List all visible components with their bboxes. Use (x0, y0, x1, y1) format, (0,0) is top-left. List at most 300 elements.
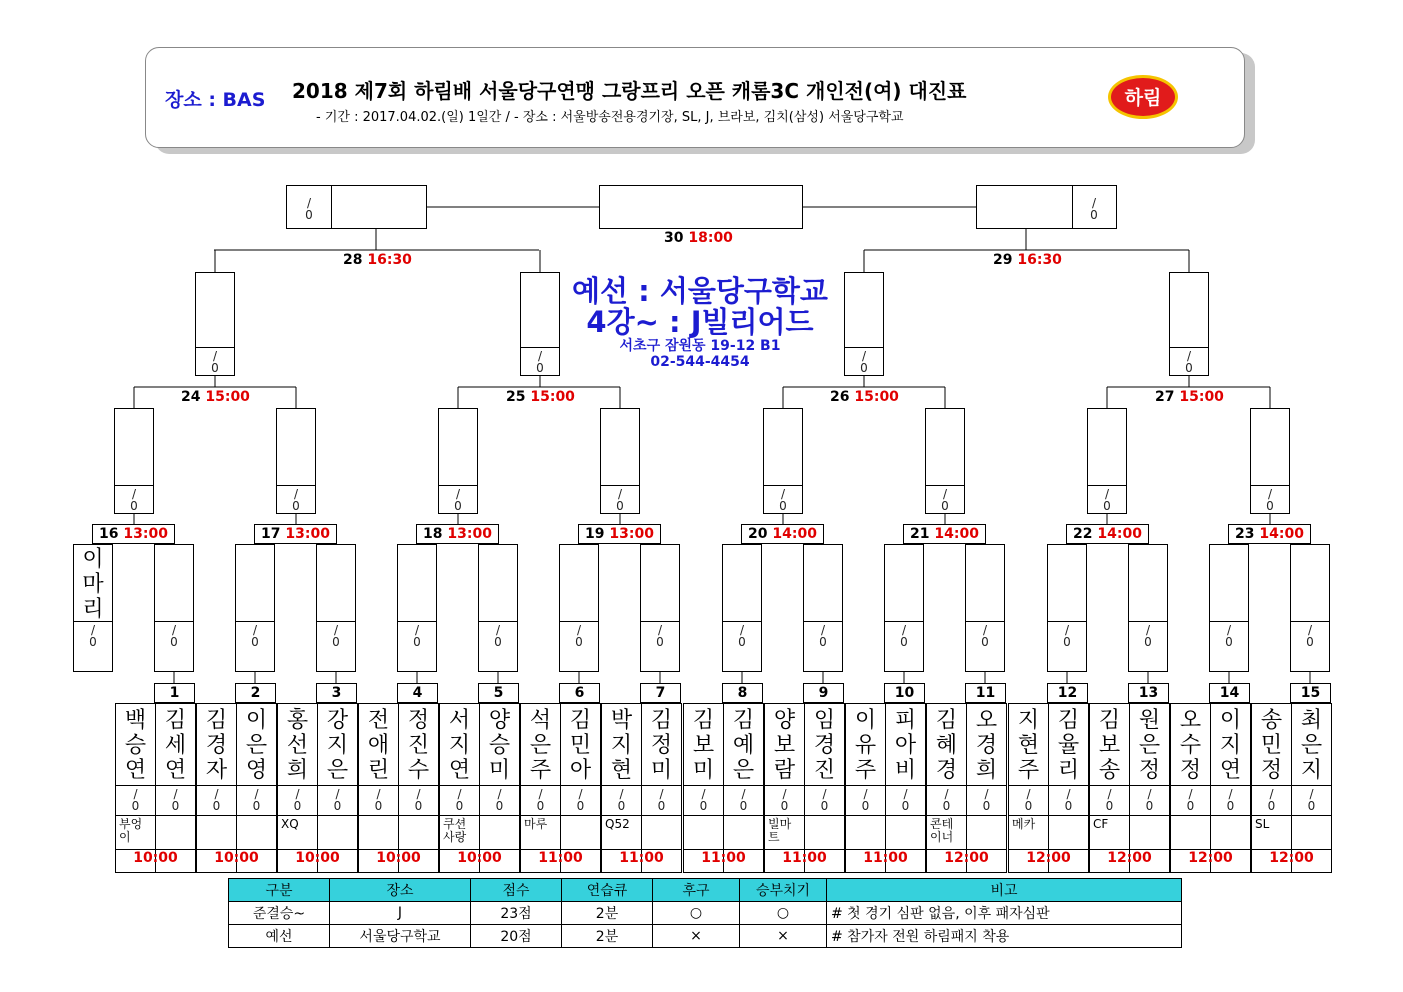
player-card (845, 703, 886, 873)
info-table-row (229, 902, 1182, 925)
quarter-match-label (181, 389, 250, 405)
score-cell: / 0 (89, 623, 97, 649)
box-divider (723, 621, 761, 622)
player-name: 서지연 (448, 708, 471, 783)
info-cell: 준결승~ (229, 902, 330, 925)
box-divider (684, 815, 723, 816)
venue-info-address: 서초구 잠원동 19-12 B1 (619, 338, 781, 354)
box-divider (318, 785, 357, 786)
player-name: 박지현 (610, 708, 633, 783)
round16-slot-box (884, 544, 924, 672)
round32-number: 10 (884, 683, 925, 703)
player-name: 양보람 (773, 708, 796, 783)
score-cell: / 0 (656, 623, 664, 649)
box-divider (1170, 347, 1208, 348)
player-club: 쿠션사랑 (443, 817, 467, 844)
round32-time: 10:00 (376, 850, 421, 866)
quarter-slot-box (1250, 408, 1290, 514)
score-cell: / 0 (1064, 787, 1073, 813)
score-cell: / 0 (820, 787, 829, 813)
round32-number: 13 (1128, 683, 1169, 703)
box-divider (116, 785, 155, 786)
box-divider (480, 815, 519, 816)
box-divider (1072, 186, 1073, 228)
venue-info-final: 4강~ : J빌리어드 (586, 305, 814, 339)
match-time: 14:00 (1259, 526, 1304, 542)
box-divider (156, 815, 195, 816)
round16-slot-box (1128, 544, 1168, 672)
round16-header (1066, 524, 1149, 544)
player-club: 마루 (524, 817, 548, 831)
semi-match-label (993, 252, 1062, 268)
box-divider (846, 785, 885, 786)
score-cell: / 0 (536, 787, 545, 813)
round32-number: 1 (154, 683, 195, 703)
box-divider (927, 785, 966, 786)
player-card (966, 703, 1007, 873)
score-cell: / 0 (536, 349, 544, 375)
box-divider (886, 785, 925, 786)
info-cell: 2분 (562, 925, 653, 948)
box-divider (966, 621, 1004, 622)
match-time: 16:30 (367, 252, 412, 268)
box-divider (236, 621, 274, 622)
player-card (520, 703, 561, 873)
box-divider (237, 815, 276, 816)
box-divider (1090, 815, 1129, 816)
round32-number: 14 (1209, 683, 1250, 703)
box-divider (846, 815, 885, 816)
info-cell: 2분 (562, 902, 653, 925)
score-cell: / 0 (170, 623, 178, 649)
box-divider (155, 621, 193, 622)
player-name: 정진수 (407, 708, 430, 783)
score-cell: / 0 (901, 787, 910, 813)
quarter-slot-box (925, 408, 965, 514)
round32-time: 12:00 (1107, 850, 1152, 866)
box-divider (1049, 785, 1088, 786)
info-cell: × (653, 925, 740, 948)
box-divider (885, 621, 923, 622)
round32-number: 15 (1290, 683, 1331, 703)
match-number: 22 (1073, 526, 1093, 542)
round32-number: 3 (316, 683, 357, 703)
quarter-slot-box (600, 408, 640, 514)
round16-slot-box (316, 544, 356, 672)
match-number: 24 (181, 389, 201, 405)
venue-label: 장소 : BAS (165, 89, 266, 111)
round16-slot-box (1290, 544, 1330, 672)
match-time: 14:00 (1097, 526, 1142, 542)
player-name: 오경희 (975, 708, 998, 783)
box-divider (967, 815, 1006, 816)
box-divider (440, 785, 479, 786)
score-cell: / 0 (861, 787, 870, 813)
quarter-slot-box (763, 408, 803, 514)
score-cell: / 0 (617, 787, 626, 813)
venue-info-phone: 02-544-4454 (650, 354, 750, 370)
score-cell: / 0 (1266, 487, 1274, 513)
box-divider (845, 347, 883, 348)
score-cell: / 0 (1226, 787, 1235, 813)
info-header-cell: 승부치기 (740, 879, 827, 902)
box-divider (1211, 815, 1250, 816)
info-header-cell: 점수 (471, 879, 562, 902)
match-number: 18 (423, 526, 443, 542)
round32-time: 10:00 (295, 850, 340, 866)
player-club: SL (1255, 817, 1270, 831)
box-divider (1251, 485, 1289, 486)
player-name: 김혜경 (935, 708, 958, 783)
box-divider (641, 621, 679, 622)
round32-time: 10:00 (133, 850, 178, 866)
box-divider (1252, 785, 1291, 786)
quarter-match-label (506, 389, 575, 405)
box-divider (156, 785, 195, 786)
box-divider (1252, 815, 1291, 816)
info-cell: 20점 (471, 925, 562, 948)
score-cell: / 0 (212, 787, 221, 813)
box-divider (724, 815, 763, 816)
box-divider (805, 815, 844, 816)
player-name: 이유주 (854, 708, 877, 783)
quarter-slot-box (276, 408, 316, 514)
score-cell: / 0 (252, 787, 261, 813)
player-club: 메카 (1012, 817, 1036, 831)
box-divider (886, 815, 925, 816)
player-card (601, 703, 642, 873)
player-name: 임경진 (813, 708, 836, 783)
info-header-cell: 장소 (330, 879, 471, 902)
player-name: 김세연 (164, 708, 187, 783)
player-card (1291, 703, 1332, 873)
info-table-row (229, 925, 1182, 948)
round16-slot-box (1047, 544, 1087, 672)
score-cell: / 0 (1090, 196, 1098, 222)
box-divider (804, 621, 842, 622)
match-time: 18:00 (688, 230, 733, 246)
match-number: 27 (1155, 389, 1175, 405)
info-cell: ○ (653, 902, 740, 925)
player-name: 김정미 (650, 708, 673, 783)
score-cell: / 0 (738, 623, 746, 649)
info-header-cell: 연습큐 (562, 879, 653, 902)
score-cell: / 0 (130, 487, 138, 513)
box-divider (724, 785, 763, 786)
final-match-label (664, 230, 733, 246)
match-time: 16:30 (1017, 252, 1062, 268)
round16-slot-box (154, 544, 194, 672)
score-cell: / 0 (251, 623, 259, 649)
box-divider (967, 785, 1006, 786)
player-name: 김예은 (732, 708, 755, 783)
round16-header (741, 524, 824, 544)
box-divider (359, 815, 398, 816)
player-club: 콘테이너 (930, 817, 954, 844)
score-cell: / 0 (1144, 623, 1152, 649)
player-card (1008, 703, 1049, 873)
box-divider (1088, 485, 1126, 486)
semi-slot-box (844, 272, 884, 376)
player-card (115, 703, 156, 873)
page-subtitle: - 기간 : 2017.04.02.(일) 1일간 / - 장소 : 서울방송전용경기장, SL, J, 브라보, 김치(삼성) 서울당구학교 (316, 110, 904, 125)
player-name: 지현주 (1017, 708, 1040, 783)
round32-time: 10:00 (457, 850, 502, 866)
round32-number: 12 (1047, 683, 1088, 703)
box-divider (439, 485, 477, 486)
box-divider (1291, 621, 1329, 622)
score-cell: / 0 (333, 787, 342, 813)
box-divider (399, 785, 438, 786)
score-cell: / 0 (1105, 787, 1114, 813)
player-name: 송민정 (1260, 708, 1283, 783)
box-divider (479, 621, 517, 622)
box-divider (359, 785, 398, 786)
round16-slot-box (397, 544, 437, 672)
round32-time: 12:00 (944, 850, 989, 866)
player-name: 김민아 (569, 708, 592, 783)
player-name: 석은주 (529, 708, 552, 783)
player-name: 강지은 (326, 708, 349, 783)
match-number: 21 (910, 526, 930, 542)
box-divider (1049, 815, 1088, 816)
info-cell: J (330, 902, 471, 925)
info-header-cell: 비고 (827, 879, 1182, 902)
box-divider (602, 815, 641, 816)
player-name: 백승연 (124, 708, 147, 783)
round16-header (254, 524, 337, 544)
info-cell: 23점 (471, 902, 562, 925)
score-cell: / 0 (1185, 349, 1193, 375)
score-cell: / 0 (657, 787, 666, 813)
round32-time: 12:00 (1188, 850, 1233, 866)
match-number: 19 (585, 526, 605, 542)
score-cell: / 0 (131, 787, 140, 813)
round32-time: 11:00 (863, 850, 908, 866)
box-divider (278, 785, 317, 786)
box-divider (1009, 785, 1048, 786)
player-name: 양승미 (488, 708, 511, 783)
info-table-header-row (229, 879, 1182, 902)
score-cell: / 0 (1063, 623, 1071, 649)
box-divider (197, 815, 236, 816)
player-name: 이은영 (245, 708, 268, 783)
box-divider (765, 815, 804, 816)
round32-time: 11:00 (782, 850, 827, 866)
score-cell: / 0 (1024, 787, 1033, 813)
score-cell: / 0 (1103, 487, 1111, 513)
match-time: 13:00 (123, 526, 168, 542)
player-name: 김보미 (692, 708, 715, 783)
round32-time: 11:00 (701, 850, 746, 866)
match-number: 17 (261, 526, 281, 542)
box-divider (927, 815, 966, 816)
box-divider (1171, 785, 1210, 786)
info-table (228, 878, 1182, 948)
score-cell: / 0 (1267, 787, 1276, 813)
player-card (926, 703, 967, 873)
score-cell: / 0 (1307, 787, 1316, 813)
match-number: 23 (1235, 526, 1255, 542)
player-card (1170, 703, 1211, 873)
final-center-box (599, 185, 803, 229)
round16-header (903, 524, 986, 544)
round16-header (578, 524, 661, 544)
box-divider (1292, 785, 1331, 786)
box-divider (1090, 785, 1129, 786)
match-time: 13:00 (447, 526, 492, 542)
box-divider (602, 785, 641, 786)
score-cell: / 0 (780, 787, 789, 813)
score-cell: / 0 (1225, 623, 1233, 649)
player-name: 홍선희 (286, 708, 309, 783)
round32-number: 8 (722, 683, 763, 703)
player-card (683, 703, 724, 873)
page-title: 2018 제7회 하림배 서울당구연맹 그랑프리 오픈 캐롬3C 개인전(여) 대진표 (292, 79, 967, 103)
player-card (1129, 703, 1170, 873)
final-left-box (286, 185, 427, 229)
box-divider (601, 485, 639, 486)
box-divider (521, 347, 559, 348)
player-card (439, 703, 480, 873)
round16-slot-box (235, 544, 275, 672)
box-divider (440, 815, 479, 816)
box-divider (1130, 815, 1169, 816)
round16-slot-box (559, 544, 599, 672)
round32-number: 11 (965, 683, 1006, 703)
player-card (1048, 703, 1089, 873)
player-name: 피아비 (894, 708, 917, 783)
semi-slot-box (195, 272, 235, 376)
score-cell: / 0 (576, 787, 585, 813)
quarter-slot-box (114, 408, 154, 514)
player-card (560, 703, 601, 873)
round16-slot-box (965, 544, 1005, 672)
score-cell: / 0 (494, 623, 502, 649)
box-divider (278, 815, 317, 816)
info-cell: × (740, 925, 827, 948)
player-card (155, 703, 196, 873)
box-divider (1171, 815, 1210, 816)
quarter-match-label (830, 389, 899, 405)
player-card (723, 703, 764, 873)
match-time: 13:00 (285, 526, 330, 542)
box-divider (521, 785, 560, 786)
quarter-match-label (1155, 389, 1224, 405)
player-card (804, 703, 845, 873)
player-name: 원은정 (1138, 708, 1161, 783)
info-cell: 예선 (229, 925, 330, 948)
box-divider (197, 785, 236, 786)
score-cell: / 0 (941, 487, 949, 513)
score-cell: / 0 (211, 349, 219, 375)
match-number: 29 (993, 252, 1013, 268)
score-cell: / 0 (1186, 787, 1195, 813)
round16-slot-box (803, 544, 843, 672)
round32-time: 11:00 (619, 850, 664, 866)
score-cell: / 0 (293, 787, 302, 813)
score-cell: / 0 (495, 787, 504, 813)
box-divider (684, 785, 723, 786)
match-time: 14:00 (772, 526, 817, 542)
box-divider (561, 785, 600, 786)
round16-slot-box (640, 544, 680, 672)
round16-header (1228, 524, 1311, 544)
box-divider (1130, 785, 1169, 786)
score-cell: / 0 (414, 787, 423, 813)
player-card (1210, 703, 1251, 873)
round32-number: 5 (478, 683, 519, 703)
box-divider (1211, 785, 1250, 786)
player-card (196, 703, 237, 873)
score-cell: / 0 (739, 787, 748, 813)
round32-time: 12:00 (1269, 850, 1314, 866)
round32-time: 11:00 (538, 850, 583, 866)
round32-number: 4 (397, 683, 438, 703)
score-cell: / 0 (374, 787, 383, 813)
player-name: 최은지 (1300, 708, 1323, 783)
final-right-box (976, 185, 1117, 229)
box-divider (237, 785, 276, 786)
player-name: 김율리 (1057, 708, 1080, 783)
match-time: 14:00 (934, 526, 979, 542)
round32-number: 2 (235, 683, 276, 703)
player-card (277, 703, 318, 873)
score-cell: / 0 (819, 623, 827, 649)
info-header-cell: 구분 (229, 879, 330, 902)
box-divider (1129, 621, 1167, 622)
score-cell: / 0 (779, 487, 787, 513)
match-number: 28 (343, 252, 363, 268)
player-club: CF (1093, 817, 1109, 831)
player-club: 부엉이 (119, 817, 143, 844)
match-number: 20 (748, 526, 768, 542)
match-number: 16 (99, 526, 119, 542)
round32-number: 6 (559, 683, 600, 703)
quarter-slot-box (1087, 408, 1127, 514)
player-club: 빌마트 (768, 817, 792, 844)
match-time: 15:00 (1179, 389, 1224, 405)
player-card (1251, 703, 1292, 873)
round16-slot-box (1209, 544, 1249, 672)
player-card (236, 703, 277, 873)
round16-slot-box (722, 544, 762, 672)
match-number: 26 (830, 389, 850, 405)
box-divider (317, 621, 355, 622)
box-divider (398, 621, 436, 622)
venue-info (560, 276, 840, 370)
box-divider (642, 815, 681, 816)
box-divider (318, 815, 357, 816)
box-divider (480, 785, 519, 786)
box-divider (764, 485, 802, 486)
score-cell: / 0 (575, 623, 583, 649)
box-divider (399, 815, 438, 816)
player-name: 김경자 (205, 708, 228, 783)
player-name: 김보송 (1098, 708, 1121, 783)
score-cell: / 0 (455, 787, 464, 813)
player-card (1089, 703, 1130, 873)
round32-number: 9 (803, 683, 844, 703)
round32-number: 7 (640, 683, 681, 703)
info-note-cell: # 참가자 전원 하림패지 착용 (827, 925, 1182, 948)
round16-header (92, 524, 175, 544)
bye-player-box (73, 544, 113, 672)
box-divider (331, 186, 332, 228)
quarter-slot-box (438, 408, 478, 514)
score-cell: / 0 (616, 487, 624, 513)
score-cell: / 0 (982, 787, 991, 813)
